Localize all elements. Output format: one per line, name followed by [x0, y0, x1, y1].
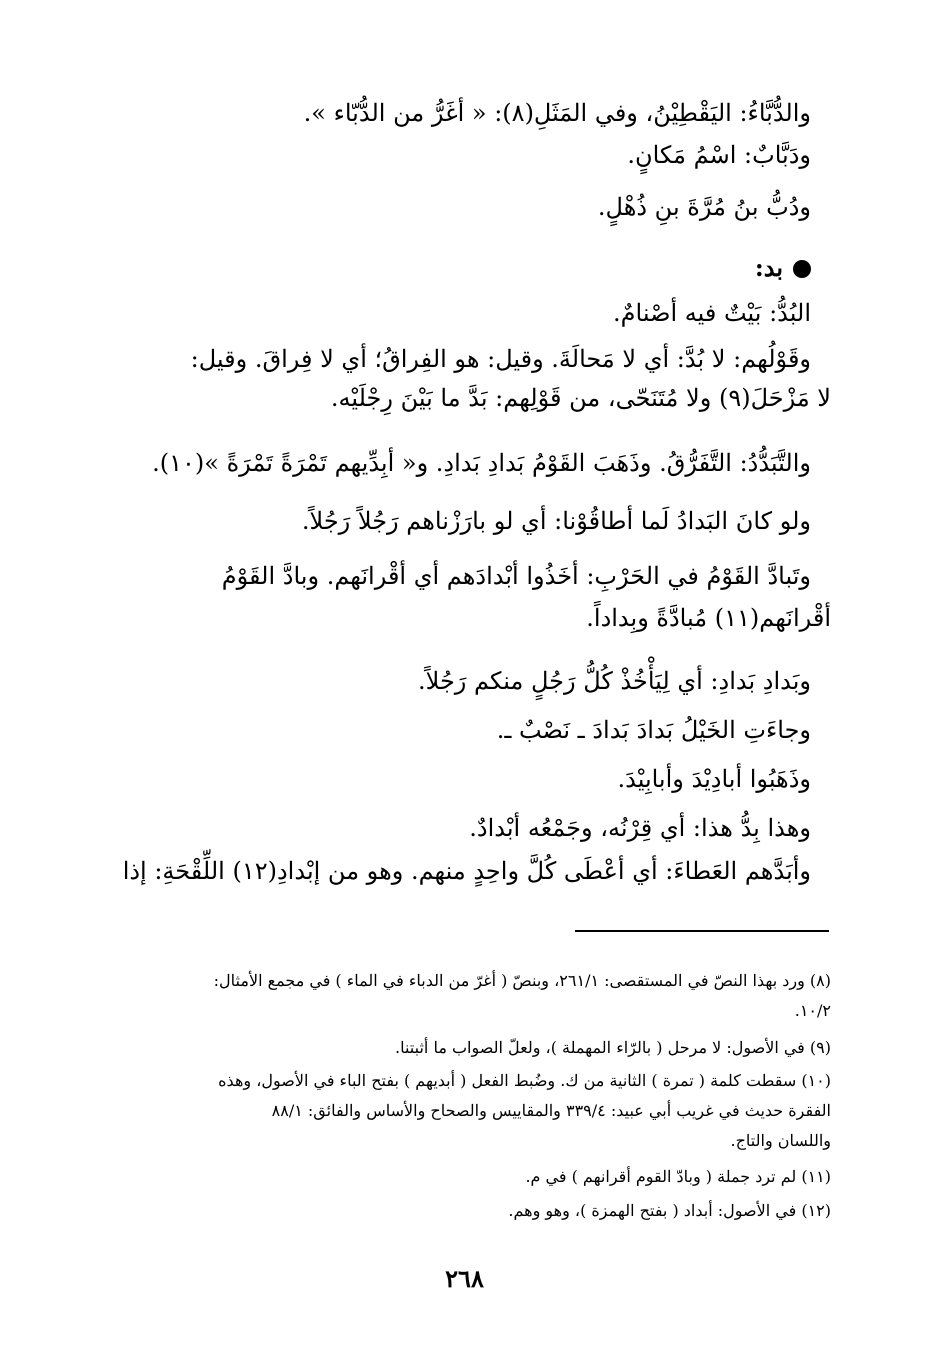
text-line: وتَبادَّ القَوْمُ في الحَرْبِ: أخَذُوا أبْدادَهم أي أقْرانَهم. وبادَّ القَوْمُ	[221, 562, 811, 590]
text-line: وذَهَبُوا أبادِيْدَ وأبابِيْدَ.	[617, 765, 811, 793]
footnote-divider	[575, 930, 829, 932]
footnote-line: (١٠) سقطت كلمة ( تمرة ) الثانية من ك. وضُبط الفعل ( أبديهم ) بفتح الباء في الأصول، وهذه	[218, 1071, 831, 1090]
text-line: البُدُّ: بَيْتٌ فيه أصْنامٌ.	[613, 299, 811, 327]
bullet-icon	[793, 260, 811, 278]
section-heading: بد:	[755, 251, 811, 285]
text-line: والتَّبَدُّدُ: التَّفَرُّقُ. وذَهَبَ القَوْمُ بَدادِ بَدادِ. و« أبِدِّيهم تَمْرَةً تَمْرَةً »(١٠).	[152, 449, 811, 477]
text-line: ودُبُّ بنُ مُرَّةَ بنِ ذُهْلٍ.	[597, 193, 811, 221]
text-line: أقْرانَهم(١١) مُبادَّةً وبِداداً.	[586, 604, 831, 632]
text-line: وهذا بِدُّ هذا: أي قِرْنُه، وجَمْعُه أبْدادٌ.	[469, 814, 811, 842]
footnote-line: (٩) في الأصول: لا مرحل ( بالرّاء المهملة )، ولعلّ الصواب ما أثبتنا.	[395, 1038, 831, 1057]
text-line: ولو كانَ البَدادُ لَما أطاقُوْنا: أي لو بارَزْناهم رَجُلاً رَجُلاً.	[301, 507, 811, 535]
text-line: وجاءَتِ الخَيْلُ بَدادَ بَدادَ ـ نَصْبٌ ـ.	[496, 716, 811, 744]
text-line: ودَبَّابٌ: اسْمُ مَكانٍ.	[627, 141, 811, 169]
footnote-line: الفقرة حديث في غريب أبي عبيد: ٣٣٩/٤ والمقاييس والصحاح والأساس والفائق: ٨٨/١	[271, 1101, 831, 1120]
text-line: وأبَدَّهم العَطاءَ: أي أعْطَى كُلَّ واحِدٍ منهم. وهو من إبْدادِ(١٢) اللِّقْحَةِ: إذا	[122, 857, 811, 885]
text-line: لا مَزْحَلَ(٩) ولا مُتَنَحّى، من قَوْلِهم: بَدَّ ما بَيْنَ رِجْلَيْه.	[330, 384, 831, 412]
footnote-line: (١١) لم ترد جملة ( وبادّ القوم أقرانهم ) في م.	[525, 1167, 831, 1186]
text-line: وقَوْلُهم: لا بُدَّ: أي لا مَحالَةَ. وقيل: هو الفِراقُ؛ أي لا فِراقَ. وقيل:	[190, 345, 811, 373]
footnote-line: (٨) ورد بهذا النصّ في المستقصى: ٢٦١/١، وبنصّ ( أغرّ من الدباء في الماء ) في مجمع الأمثال:	[213, 971, 831, 990]
page-number: ٢٦٨	[445, 1264, 484, 1293]
footnote-line: (١٢) في الأصول: أبداد ( بفتح الهمزة )، وهو وهم.	[508, 1201, 831, 1220]
footnote-line: واللسان والتاج.	[730, 1131, 831, 1150]
text-line: وبَدادِ بَدادِ: أي لِيَأْخُذْ كُلُّ رَجُلٍ منكم رَجُلاً.	[418, 667, 811, 695]
text-line: والدُّبَّاءُ: اليَقْطِيْنُ، وفي المَثَلِ(٨): « أغَرُّ من الدُّبّاء ».	[303, 99, 811, 127]
footnote-line: ١٠/٢.	[794, 1001, 831, 1020]
